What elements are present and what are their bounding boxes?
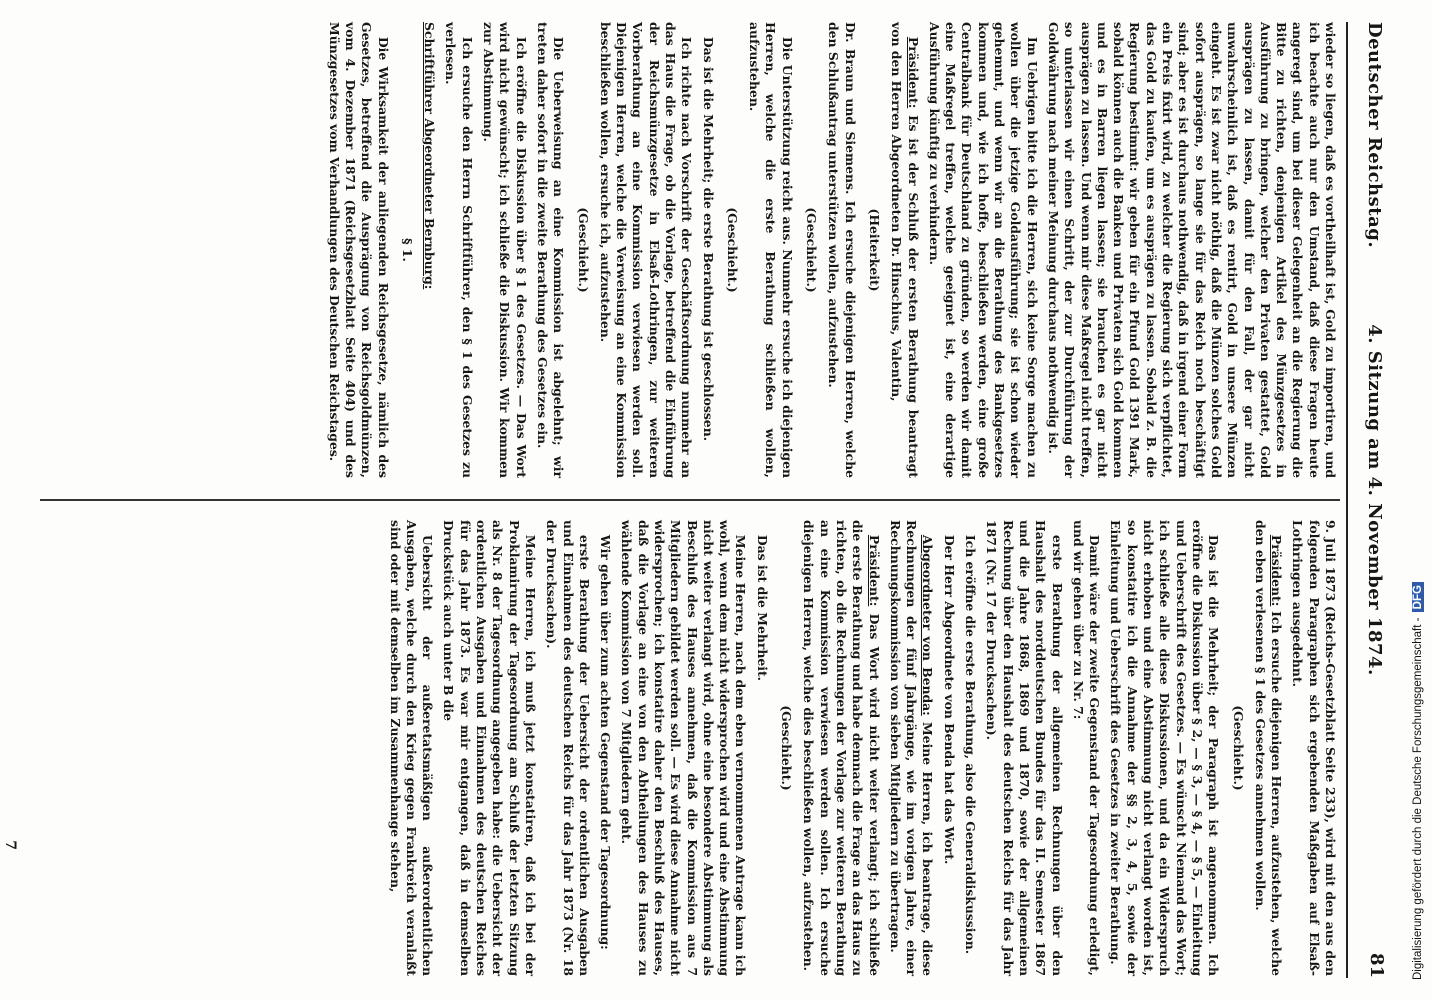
paragraph [543,520,592,976]
paragraph [480,22,529,478]
paragraph [1070,520,1103,976]
paragraph [1045,22,1338,478]
speaker-name: Präsident: [905,36,921,109]
paragraph [440,520,538,976]
paragraph-text: § 1. [399,238,415,262]
right-column [381,520,1338,976]
left-column [320,22,1338,478]
paragraph [888,22,921,478]
paragraph [442,22,475,478]
paragraph [325,22,390,478]
paragraph-text: (Geschieht.) [724,207,740,293]
paragraph-text: (Geschieht.) [1230,705,1246,791]
paragraph [983,520,1064,976]
speaker-name: Abgeordneter von Benda: [920,534,936,716]
paragraph-text: Das ist die Mehrheit; die erste Berathung ist geschlossen. [700,36,716,442]
paragraph-text: (Geschieht.) [575,207,591,293]
paragraph-text: Die Ueberweisung an eine Kommission ist abgelehnt; wir treten daher sofort in die zweite Berathung des Gesetzes ein. [534,22,567,478]
paragraph [386,520,435,976]
paragraph [724,22,740,478]
paragraph-text: Dr. Braun und Siemens. Ich ersuche diejenigen Herren, welche den Schlußantrag unterstützen wollen, aufzustehen. [826,22,858,478]
paragraph [1252,520,1285,976]
paragraph-text: Damit wäre der zweite Gegenstand der Tagesordnung erledigt, und wir gehen über zu Nr. 7: [1070,520,1103,976]
paragraph-text: (Heiterkeit) [866,208,882,292]
credit-text: Digitalisierung gefördert durch die Deutsche Forschungsgemeinschaft - [1412,617,1424,980]
paragraph-text: Im Uebrigen bitte ich die Herren, sich keine Sorge machen zu wollen über die jetzige Goldausführung; sie ist schon wieder gehemmt, und wenn wir an die Berathung des Bankgesetzes kommen und, wie ich hoffe, beschließen werden, eine große Centralbank für Deutschland zu gründen, so werden wir damit eine Maßregel treffen, welche geeignet ist, eine derartige Ausführung künftig zu verhindern. [926,22,1040,478]
column-separator [40,499,1340,501]
paragraph-text: Das Wort wird nicht weiter verlangt; ich schließe die erste Berathung und habe demnach die Frage an das Haus zu richten, ob die Rechnungen der Vorlage zur weiteren Berathung an eine Kommission verwiesen werden sollen. Ich ersuche diejenigen Herren, welche dies beschließen wollen, aufzustehen. [801,520,882,976]
paragraph [399,22,415,478]
paragraph-text: Ich ersuche den Herrn Schriftführer, den § 1 des Gesetzes zu verlesen. [443,22,475,478]
page-number: 81 [1366,952,1387,978]
paragraph [574,22,590,478]
paragraph [800,520,881,976]
paragraph [1229,520,1245,976]
paragraph [618,520,748,976]
paragraph [866,22,882,478]
paragraph-text: Ich eröffne die Diskussion über § 1 des Gesetzes. — Das Wort wird nicht gewünscht; ich schließe die Diskussion. Wir kommen zur Abstimmung. [481,22,529,478]
page-footer: 7 [2,840,19,850]
paragraph [825,22,858,478]
paragraph-text: 9. Juli 1873 (Reichs-Gesetzblatt Seite 233), wird mit den aus den folgenden Paragraphen sich ergebenden Maßgaben auf Elsaß-Lothringen ausgedehnt. [1290,520,1338,976]
paragraph [887,520,936,976]
paragraph [699,22,715,478]
paragraph-text: Uebersicht der außeretatsmäßigen außerordentlichen Ausgaben, welche durch den Krieg gegen Frankreich veranlaßt sind oder mit demselben im Zusammenhange stehen, [387,520,436,976]
page-header [1352,22,1392,978]
header-session: 4. Sitzung am 4. November 1874. [1364,324,1385,676]
paragraph-text: Der Herr Abgeordnete von Benda hat das Wort. [941,534,957,865]
speaker-name: Präsident: [866,534,882,607]
paragraph-text: (Geschieht.) [804,207,820,293]
paragraph [926,22,1040,478]
paragraph [597,520,613,976]
paragraph-text: Das ist die Mehrheit. [754,534,770,681]
paragraph [962,520,978,976]
speaker-name: Schriftführer Abgeordneter Bernburg: [422,22,438,290]
paragraph-text: erste Berathung der Uebersicht der ordentlichen Ausgaben und Einnahmen des deutschen Reichs für das Jahr 1873 (Nr. 18 der Drucksachen). [544,520,592,976]
paragraph [803,22,819,478]
paragraph-text: Meine Herren, nach dem eben vernommenen Antrage kann ich wohl, wenn dem nicht widersprochen wird und eine Abstimmung nicht weiter verlangt wird, ohne eine besondere Abstimmung als Beschluß des Hauses annehmen, daß die Kommission aus 7 Mitgliedern gebildet werden soll. — Es wird diese Annahme nicht widersprochen; ich konstatire daher den Beschluß des Hauses, daß die Vorlage an eine von den Abtheilungen des Hauses zu wählende Kommission von 7 Mitgliedern geht. [619,520,749,976]
paragraph-text: (Geschieht.) [779,705,795,791]
header-rule [1346,22,1348,978]
paragraph-text: Es ist der Schluß der ersten Berathung beantragt von den Herren Abgeordneten Dr. Hinschius, Valentin, [889,22,921,478]
digitization-credit [1412,582,1424,980]
paragraph-text: erste Berathung der allgemeinen Rechnungen über den Haushalt des norddeutschen Bundes für das II. Semester 1867 und die Jahre 1868, 1869 und 1870, sowie der allgemeinen Rechnung über den Haushalt des deutschen Reichs für das Jahr 1871 (Nr. 17 der Drucksachen). [984,520,1065,976]
paragraph-text: Ich eröffne die erste Berathung, also die Generaldiskussion. [963,534,979,955]
paragraph [754,520,770,976]
paragraph-text: Meine Herren, ich muß jetzt konstatiren, daß ich bei der Proklamirung der Tagesordnung am Schluß der letzten Sitzung als Nr. 8 der Tagesordnung angegeben habe: die Uebersicht der ordentlichen Ausgaben und Einnahmen des deutschen Reiches für das Jahr 1873. Es war mir entgangen, daß in demselben Druckstück auch unter B die [441,520,538,976]
paragraph [940,520,956,976]
paragraph-text: Die Wirksamkeit der anliegenden Reichsgesetze, nämlich des Gesetzes, betreffend die Ausprägung von Reichsgoldmünzen, vom 4. Dezember 1871 (Reichsgesetzblatt Seite 404) und des Münzgesetzes vom Verhandlungen des Deutschen Reichstages. [326,22,391,478]
paragraph [778,520,794,976]
speaker-name: Präsident: [1269,534,1285,607]
paragraph [421,22,437,478]
paragraph [534,22,567,478]
paragraph-text: Ich richte nach Vorschrift der Geschäftsordnung nunmehr an das Haus die Frage, ob die Vorlage, betreffend die Einführung der Reichsmünzgesetze in Elsaß-Lothringen, zur weiteren Vorberathung an eine Kommission verwiesen werden soll. Diejenigen Herren, welche die Verweisung an eine Kommission beschließen wollen, ersuche ich, aufzustehen. [597,22,695,478]
paragraph-text: Meine Herren, ich beantrage, diese Rechnungen der fünf Jahrgänge, wie im vorigen Jahre, einer Rechnungskommission von sieben Mitgliedern zu übertragen. [887,520,936,976]
paragraph-text: Wir gehen über zum achten Gegenstand der Tagesordnung: [598,534,614,950]
header-publication: Deutscher Reichstag. [1364,22,1385,249]
paragraph [1107,520,1221,976]
paragraph-text: Das ist die Mehrheit; der Paragraph ist angenommen. Ich eröffne die Diskussion über § 2, — § 3, — § 4, — § 5, — Einleitung und Ueberschrift des Gesetzes. — Es wünscht Niemand das Wort; ich schließe alle diese Diskussionen, und da ein Widerspruch nicht erhoben und eine Abstimmung nicht verlangt worden ist, so konstatire ich die Annahme der §§ 2, 3, 4, 5, sowie der Einleitung und Ueberschrift des Gesetzes in zweiter Berathung. [1108,520,1222,976]
paragraph [746,22,795,478]
paragraph-text: Ich ersuche diejenigen Herren, aufzustehen, welche den eben verlesenen § 1 des Gesetzes annehmen wollen. [1252,520,1285,976]
paragraph-text: wieder so liegen, daß es vortheilhaft ist, Gold zu importiren, und ich beachte auch nur den Umstand, daß diese Fragen heute angeregt sind, um bei dieser Gelegenheit an die Regierung die Bitte zu richten, denjenigen Artikel des Münzgesetzes in Ausführung zu bringen, welcher den Privaten gestattet, Gold ausprägen zu lassen, damit für den Fall, der gar nicht unwahrscheinlich ist, daß es rentirt, Gold in unsere Münzen eingeht. Es ist zwar nicht nöthig, daß die Münzen solches Gold sofort ausprägen, so lange sie für das Reich noch beschäftigt sind; aber es ist durchaus nothwendig, daß in irgend einer Form ein Preis fixirt wird, zu welcher die Regierung sich verpflichtet, das Gold zu kaufen, um es ausprägen zu lassen. Sobald z. B. die Regierung bestimmt: wir geben für ein Pfund Gold 1391 Mark, sobald können auch die Banken und Privaten sich Gold kommen und es in Barren liegen lassen; sie brauchen es gar nicht ausprägen zu lassen. Und wenn mir diese Maßregel nicht treffen, so unterlassen wir einen Schritt, der zur Durchführung der Goldwährung nach meiner Meinung durchaus nothwendig ist. [1045,22,1338,478]
paragraph-text: Die Unterstützung reicht aus. Nunmehr ersuche ich diejenigen Herren, welche die erste Berathung schließen wollen, aufzustehen. [747,22,795,478]
paragraph [597,22,695,478]
dfg-logo: DFG [1412,582,1424,612]
paragraph [1289,520,1338,976]
